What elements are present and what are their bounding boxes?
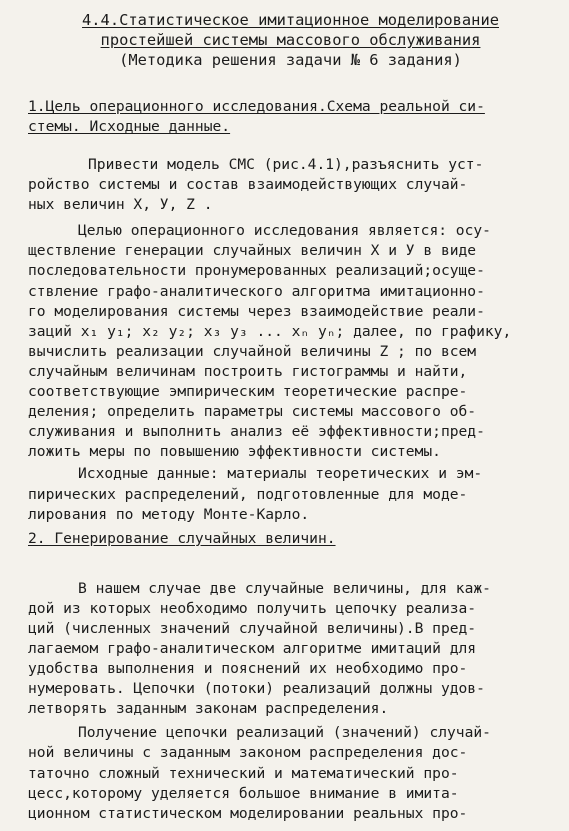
- heading-line-2: простейшей системы массового обслуживания: [100, 31, 481, 49]
- paragraph-line: ных величин X, У, Z .: [28, 196, 213, 214]
- section-2-title: [28, 529, 539, 549]
- paragraph-line: го моделирования системы через взаимодействие реали-: [28, 302, 485, 320]
- section-1-title-line-2-text: стемы. Исходные данные.: [28, 118, 231, 135]
- paragraph-2: [28, 221, 539, 462]
- section-1-title: [28, 97, 539, 137]
- paragraph-line: летворять заданным законам распределения.: [28, 700, 389, 718]
- paragraph-4: [28, 579, 539, 720]
- paragraph-line: ций (численных значений случайной величины).В пред-: [28, 619, 477, 637]
- paragraph-line: нумеровать. Цепочки (потоки) реализаций должны удов-: [28, 680, 485, 698]
- section-1-title-line-1: 1.Цель операционного исследования.Схема реальной си-: [28, 98, 485, 115]
- paragraph-line: ционном статистическом моделировании реальных про-: [28, 804, 468, 822]
- paragraph-1: [28, 155, 539, 215]
- section-1-title-line-2: [28, 117, 539, 137]
- paragraph-line: пирических распределений, подготовленные для моде-: [28, 485, 468, 503]
- paragraph-line: деления; определить параметры системы массового об-: [28, 403, 477, 421]
- paragraph-line: удобства выполнения и пояснений их необходимо про-: [28, 660, 468, 678]
- paragraph-line: Целью операционного исследования является: осу-: [78, 222, 491, 240]
- paragraph-3: [28, 464, 539, 524]
- paragraph-line: Привести модель СМС (рис.4.1),разъяснить уст-: [88, 156, 484, 173]
- paragraph-line: последовательности пронумерованных реализаций;осуще-: [28, 262, 485, 280]
- paragraph-line: В нашем случае две случайные величины, для каж-: [78, 579, 491, 597]
- paragraph-5: [28, 723, 539, 823]
- heading-line-1: 4.4.Статистическое имитационное моделирование: [82, 11, 499, 29]
- paragraph-line: случайным величинам построить гистограммы и найти,: [28, 362, 468, 380]
- paragraph-line: лагаемом графо-аналитическом алгоритме имитаций для: [28, 639, 477, 657]
- heading-line-3: (Методика решения задачи № 6 задания): [119, 51, 462, 69]
- paragraph-line: ной величины с заданным законом распределения дос-: [28, 744, 468, 762]
- chapter-heading: [42, 10, 539, 70]
- paragraph-line: цесс,которому уделяется большое внимание в имита-: [28, 784, 459, 802]
- paragraph-line: лирования по методу Монте-Карло.: [28, 505, 310, 523]
- paragraph-line: ствление графо-аналитического алгоритма имитационно-: [28, 282, 485, 300]
- paragraph-line: заций x₁ y₁; x₂ y₂; x₃ y₃ ... xₙ yₙ; далее, по графику,: [28, 322, 512, 340]
- section-2-title-text: 2. Генерирование случайных величин.: [28, 529, 336, 547]
- paragraph-line: ществление генерации случайных величин X и У в виде: [28, 242, 477, 260]
- paragraph-line: таточно сложный технический и математический про-: [28, 764, 459, 782]
- paragraph-line: дой из которых необходимо получить цепочку реализа-: [28, 599, 477, 617]
- paragraph-line: соответствующие эмпирическим теоретические распре-: [28, 383, 468, 401]
- paragraph-line: Исходные данные: материалы теоретических и эм-: [78, 465, 483, 483]
- paragraph-line: ложить меры по повышению эффективности системы.: [28, 443, 441, 461]
- paragraph-line: ройство системы и состав взаимодействующих случай-: [28, 176, 468, 194]
- paragraph-line: Получение цепочки реализаций (значений) случай-: [78, 724, 491, 742]
- paragraph-line: вычислить реализации случайной величины Z ; по всем: [28, 342, 477, 360]
- paragraph-line: служивания и выполнить анализ её эффективности;пред-: [28, 423, 485, 441]
